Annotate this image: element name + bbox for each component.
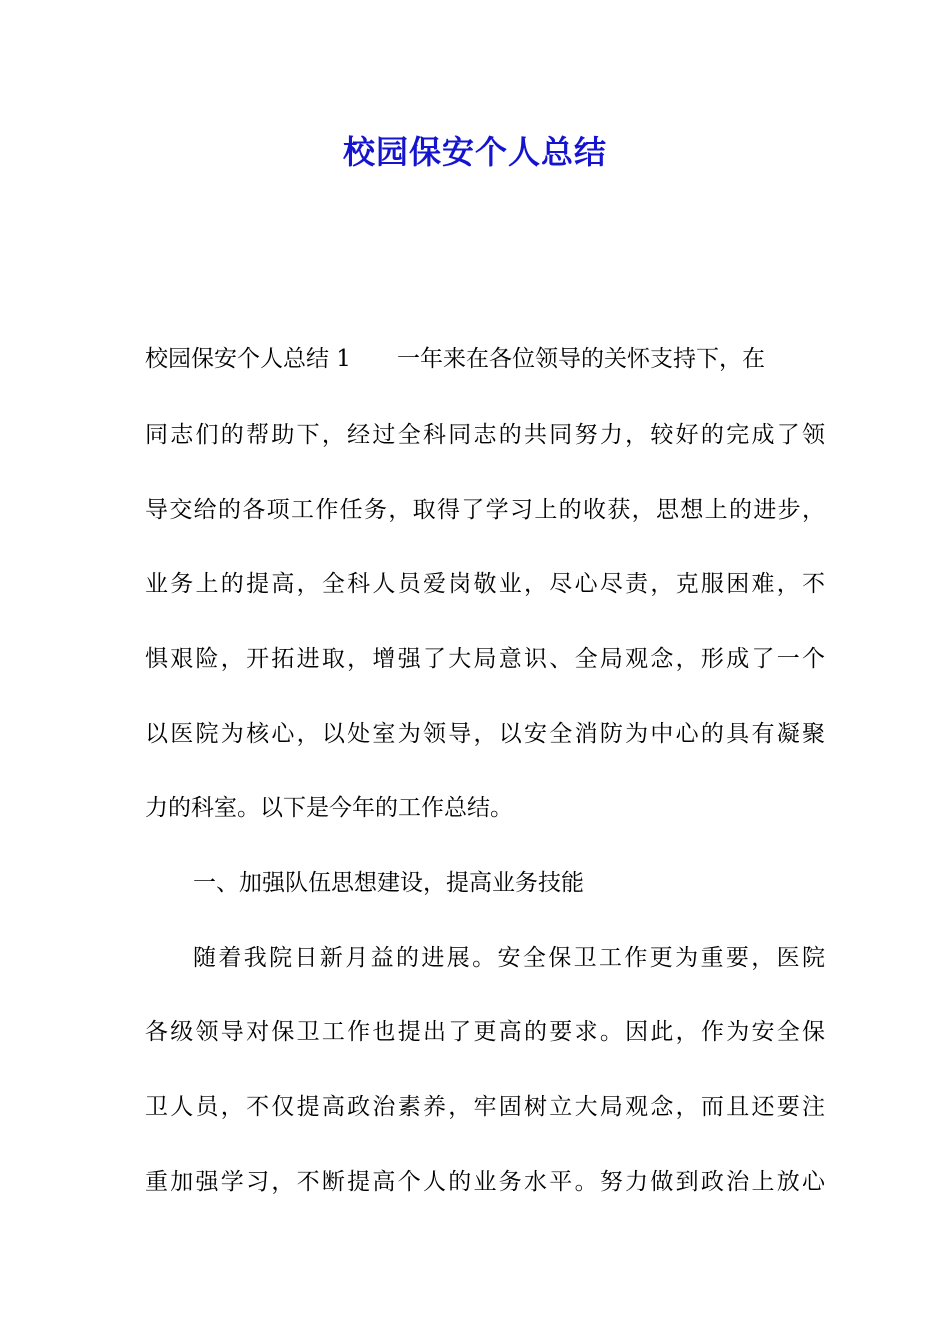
paragraph-line-3: 导交给的各项工作任务，取得了学习上的收获，思想上的进步，	[145, 497, 825, 523]
line-1-text: 一年来在各位领导的关怀支持下，在	[396, 346, 765, 372]
paragraph-line-4: 业务上的提高，全科人员爱岗敬业，尽心尽责，克服困难，不	[145, 571, 825, 597]
paragraph-line-11: 卫人员，不仅提高政治素养，牢固树立大局观念，而且还要注	[145, 1094, 825, 1120]
paragraph-line-5: 惧艰险，开拓进取，增强了大局意识、全局观念，形成了一个	[145, 646, 825, 672]
line-1-heading: 校园保安个人总结 1	[145, 346, 351, 372]
paragraph-line-2: 同志们的帮助下，经过全科同志的共同努力，较好的完成了领	[145, 422, 825, 448]
paragraph-line-7: 力的科室。以下是今年的工作总结。	[145, 795, 513, 821]
paragraph-line-10: 各级领导对保卫工作也提出了更高的要求。因此，作为安全保	[145, 1019, 825, 1045]
paragraph-line-6: 以医院为核心，以处室为领导，以安全消防为中心的具有凝聚	[145, 721, 825, 747]
paragraph-line-12: 重加强学习，不断提高个人的业务水平。努力做到政治上放心	[145, 1169, 825, 1195]
section-heading: 一、加强队伍思想建设，提高业务技能	[193, 870, 584, 896]
document-title: 校园保安个人总结	[342, 133, 607, 171]
paragraph-line-1	[145, 343, 825, 375]
paragraph-line-9: 随着我院日新月益的进展。安全保卫工作更为重要，医院	[193, 945, 825, 971]
